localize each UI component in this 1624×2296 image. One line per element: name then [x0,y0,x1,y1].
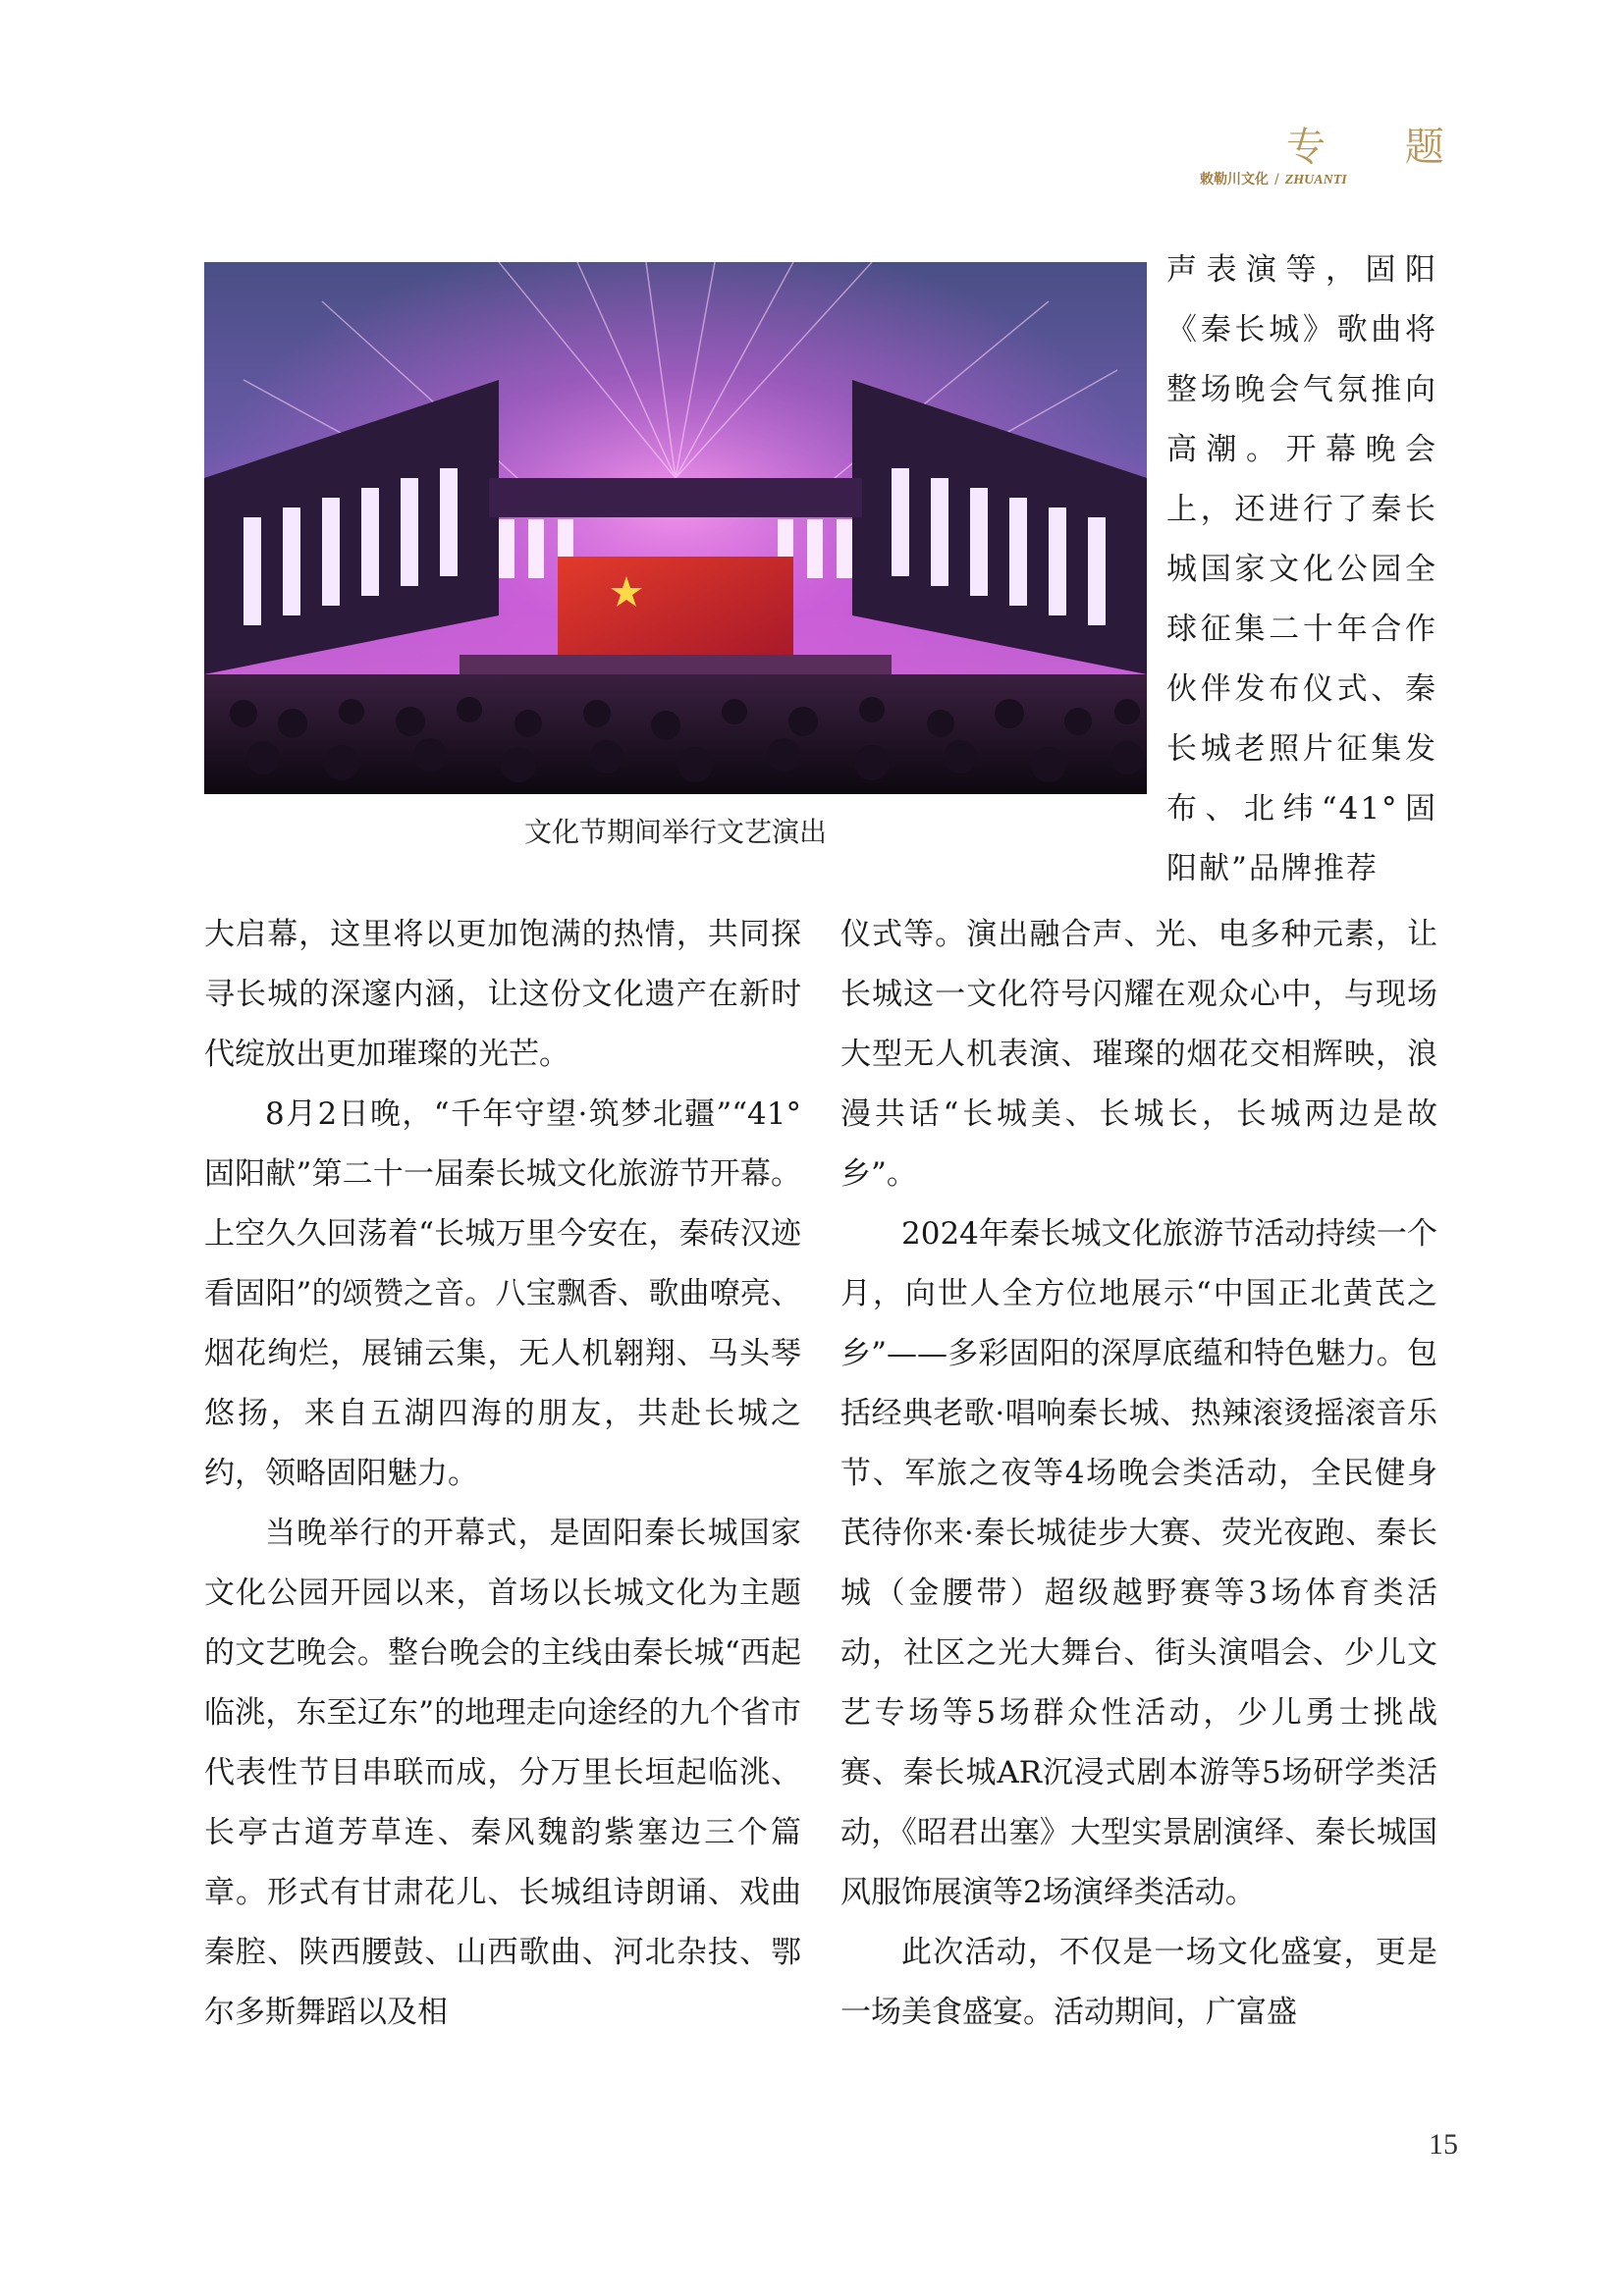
left-paragraph-2: 8月2日晚，“千年守望·筑梦北疆”“41°固阳献”第二十一届秦长城文化旅游节开幕。上空久久回荡着“长城万里今安在，秦砖汉迹看固阳”的颂赞之音。八宝飘香、歌曲嘹亮、烟花绚烂，展铺云集，无人机翱翔、马头琴悠扬，来自五湖四海的朋友，共赴长城之约，领略固阳魅力。 [204,1096,801,1491]
right-column [840,905,1437,2043]
left-column [204,905,801,2043]
left-paragraph-1: 大启幕，这里将以更加饱满的热情，共同探寻长城的深邃内涵，让这份文化遗产在新时代绽放出更加璀璨的光芒。 [204,917,801,1072]
side-column-text [1166,240,1437,899]
subtitle-separator: / [1274,172,1279,187]
stage-performance-photo [204,262,1147,794]
left-paragraph-3: 当晚举行的开幕式，是固阳秦长城国家文化公园开园以来，首场以长城文化为主题的文艺晚会。整台晚会的主线由秦长城“西起临洮，东至辽东”的地理走向途经的九个省市代表性节目串联而成，分万里长垣起临洮、长亭古道芳草连、秦风魏韵紫塞边三个篇章。形式有甘肃花儿、长城组诗朗诵、戏曲秦腔、陕西腰鼓、山西歌曲、河北杂技、鄂尔多斯舞蹈以及相 [204,1516,801,2030]
page-number: 15 [1429,2128,1458,2161]
subtitle-en: ZHUANTI [1284,173,1347,187]
section-title: 专 题 [1286,125,1478,170]
section-subtitle [1200,169,1347,188]
subtitle-cn: 敕勒川文化 [1200,172,1269,187]
right-paragraph-3: 此次活动，不仅是一场文化盛宴，更是一场美食盛宴。活动期间，广富盛 [840,1935,1437,2030]
side-column-paragraph: 声表演等，固阳《秦长城》歌曲将整场晚会气氛推向高潮。开幕晚会上，还进行了秦长城国家文化公园全球征集二十年合作伙伴发布仪式、秦长城老照片征集发布、北纬“41°固阳献”品牌推荐 [1166,252,1437,886]
right-paragraph-1: 仪式等。演出融合声、光、电多种元素，让长城这一文化符号闪耀在观众心中，与现场大型无人机表演、璀璨的烟花交相辉映，浪漫共话“长城美、长城长，长城两边是故乡”。 [840,917,1437,1192]
photo-caption: 文化节期间举行文艺演出 [523,816,827,848]
right-paragraph-2: 2024年秦长城文化旅游节活动持续一个月，向世人全方位地展示“中国正北黄芪之乡”——多彩固阳的深厚底蕴和特色魅力。包括经典老歌·唱响秦长城、热辣滚烫摇滚音乐节、军旅之夜等4场晚会类活动，全民健身芪待你来·秦长城徒步大赛、荧光夜跑、秦长城（金腰带）超级越野赛等3场体育类活动，社区之光大舞台、街头演唱会、少儿文艺专场等5场群众性活动，少儿勇士挑战赛、秦长城AR沉浸式剧本游等5场研学类活动，《昭君出塞》大型实景剧演绎、秦长城国风服饰展演等2场演绎类活动。 [840,1216,1437,1910]
